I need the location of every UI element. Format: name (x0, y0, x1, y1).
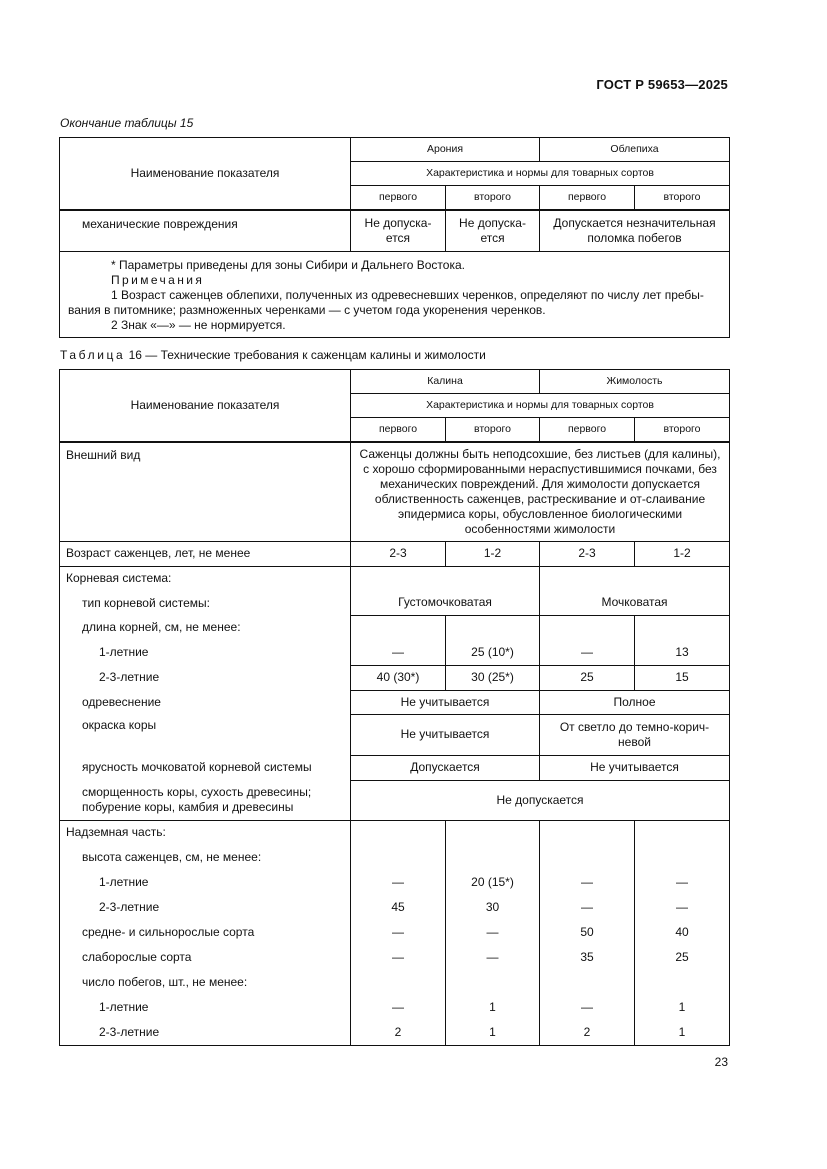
table16-caption (60, 348, 486, 362)
row-label-weak: слаборослые сорта (60, 945, 351, 970)
cell-value: Не учитывается (351, 714, 540, 755)
cell-value: 1 (635, 1020, 730, 1045)
footnote: * Параметры приведены для зоны Сибири и Дальнего Востока. (111, 258, 465, 272)
cell-value: Не допуска- ется (351, 210, 446, 252)
cell-value: Полное (540, 690, 730, 714)
grade-header: первого (540, 186, 635, 210)
empty-cell (446, 615, 540, 640)
cell-value: 25 (635, 945, 730, 970)
empty-cell (540, 970, 635, 995)
cell-value: Не учитывается (351, 690, 540, 714)
grade-header: второго (635, 186, 730, 210)
row-label-shoots: число побегов, шт., не менее: (60, 970, 351, 995)
grade-header: второго (446, 418, 540, 442)
page-number: 23 (714, 1055, 728, 1069)
empty-cell (351, 845, 446, 870)
table16-caption-prefix: Таблица (60, 348, 126, 362)
norms-header: Характеристика и нормы для товарных сортов (351, 162, 730, 186)
cell-value: Густомочковатая (351, 591, 540, 615)
cell-value: — (351, 945, 446, 970)
cell-value: Допускается незначительная поломка побегов (540, 210, 730, 252)
row-label-wrinkle: сморщенность коры, сухость древесины; побурение коры, камбия и древесины (60, 780, 351, 820)
cell-value: Мочковатая (540, 591, 730, 615)
row-label-appearance: Внешний вид (60, 442, 351, 542)
indicator-header: Наименование показателя (60, 138, 351, 210)
cell-value: — (351, 640, 446, 665)
cell-value: — (351, 870, 446, 895)
document-id: ГОСТ Р 59653—2025 (596, 77, 728, 92)
table15-continuation-caption: Окончание таблицы 15 (60, 116, 194, 130)
grade-header: второго (446, 186, 540, 210)
table15-notes (60, 252, 730, 338)
empty-cell (635, 615, 730, 640)
cell-value: — (351, 920, 446, 945)
cell-value: Не допускается (351, 780, 730, 820)
empty-cell (635, 970, 730, 995)
row-label-lignification: одревеснение (60, 690, 351, 714)
cell-value: 25 (540, 665, 635, 690)
note-2: 2 Знак «—» — не нормируется. (111, 318, 286, 332)
norms-header: Характеристика и нормы для товарных сортов (351, 394, 730, 418)
cell-value: 2 (540, 1020, 635, 1045)
cell-value: — (540, 995, 635, 1020)
table-15 (59, 137, 730, 338)
row-label-height: высота саженцев, см, не менее: (60, 845, 351, 870)
row-label-age: Возраст саженцев, лет, не менее (60, 541, 351, 566)
indicator-header: Наименование показателя (60, 370, 351, 442)
cell-value: — (446, 920, 540, 945)
row-label-tier: ярусность мочковатой корневой системы (60, 755, 351, 780)
cell-value: 25 (10*) (446, 640, 540, 665)
cell-value: 2 (351, 1020, 446, 1045)
row-label-root-type: тип корневой системы: (60, 591, 351, 615)
appearance-text: Саженцы должны быть неподсохшие, без листьев (для калины), с хорошо сформированными нераспустившимися почками, без механических повреждений. Для жимолости допускается облиственность саженцев, растрескивание и от-слаивание эпидермиса коры, обусловленное биологическими особенностями жимолости (351, 442, 730, 542)
empty-cell (540, 615, 635, 640)
group-header-kalina: Калина (351, 370, 540, 394)
cell-value: Допускается (351, 755, 540, 780)
row-label-root: Корневая система: (60, 566, 351, 591)
empty-cell (635, 820, 730, 845)
cell-value: Не учитывается (540, 755, 730, 780)
cell-value: 30 (446, 895, 540, 920)
cell-value: 20 (15*) (446, 870, 540, 895)
row-label-s23: 2-3-летние (60, 1020, 351, 1045)
cell-value: 1 (446, 995, 540, 1020)
cell-value: От светло до темно-корич- невой (540, 714, 730, 755)
cell-value: 30 (25*) (446, 665, 540, 690)
row-label-s1: 1-летние (60, 995, 351, 1020)
empty-cell (446, 845, 540, 870)
cell-value: — (540, 640, 635, 665)
cell-value: 1-2 (446, 541, 540, 566)
empty-cell (446, 970, 540, 995)
table-16 (59, 369, 730, 1046)
row-label-above: Надземная часть: (60, 820, 351, 845)
empty-cell (635, 845, 730, 870)
grade-header: первого (351, 418, 446, 442)
grade-header: первого (351, 186, 446, 210)
notes-title: Примечания (111, 273, 205, 287)
row-label-h1: 1-летние (60, 870, 351, 895)
table16-caption-title: 16 — Технические требования к саженцам калины и жимолости (128, 348, 486, 362)
row-label-damage: механические повреждения (60, 210, 351, 252)
group-header-oblepikha: Облепиха (540, 138, 730, 162)
grade-header: второго (635, 418, 730, 442)
row-label-h23: 2-3-летние (60, 895, 351, 920)
cell-value: — (446, 945, 540, 970)
empty-cell (446, 820, 540, 845)
row-label-bark-color: окраска коры (60, 714, 351, 755)
cell-value: — (540, 870, 635, 895)
grade-header: первого (540, 418, 635, 442)
cell-value: 40 (635, 920, 730, 945)
cell-value: 1-2 (635, 541, 730, 566)
row-label-root-length: длина корней, см, не менее: (60, 615, 351, 640)
cell-value: — (635, 895, 730, 920)
empty-cell (540, 566, 730, 591)
cell-value: — (540, 895, 635, 920)
empty-cell (351, 970, 446, 995)
group-header-aronia: Арония (351, 138, 540, 162)
cell-value: 2-3 (351, 541, 446, 566)
cell-value: 1 (446, 1020, 540, 1045)
row-label-len23: 2-3-летние (60, 665, 351, 690)
cell-value: — (351, 995, 446, 1020)
cell-value: Не допуска- ется (446, 210, 540, 252)
empty-cell (351, 820, 446, 845)
cell-value: 2-3 (540, 541, 635, 566)
empty-cell (351, 566, 540, 591)
cell-value: 15 (635, 665, 730, 690)
note-1: 1 Возраст саженцев облепихи, полученных из одревесневших черенков, определяют по числу лет пребы-вания в питомнике; размноженных черенками — с учетом года укоренения черенков. (68, 288, 704, 317)
cell-value: — (635, 870, 730, 895)
empty-cell (351, 615, 446, 640)
row-label-len1: 1-летние (60, 640, 351, 665)
cell-value: 13 (635, 640, 730, 665)
cell-value: 50 (540, 920, 635, 945)
group-header-zhimolost: Жимолость (540, 370, 730, 394)
empty-cell (540, 820, 635, 845)
cell-value: 40 (30*) (351, 665, 446, 690)
cell-value: 45 (351, 895, 446, 920)
row-label-mid-tall: средне- и сильнорослые сорта (60, 920, 351, 945)
cell-value: 1 (635, 995, 730, 1020)
empty-cell (540, 845, 635, 870)
cell-value: 35 (540, 945, 635, 970)
